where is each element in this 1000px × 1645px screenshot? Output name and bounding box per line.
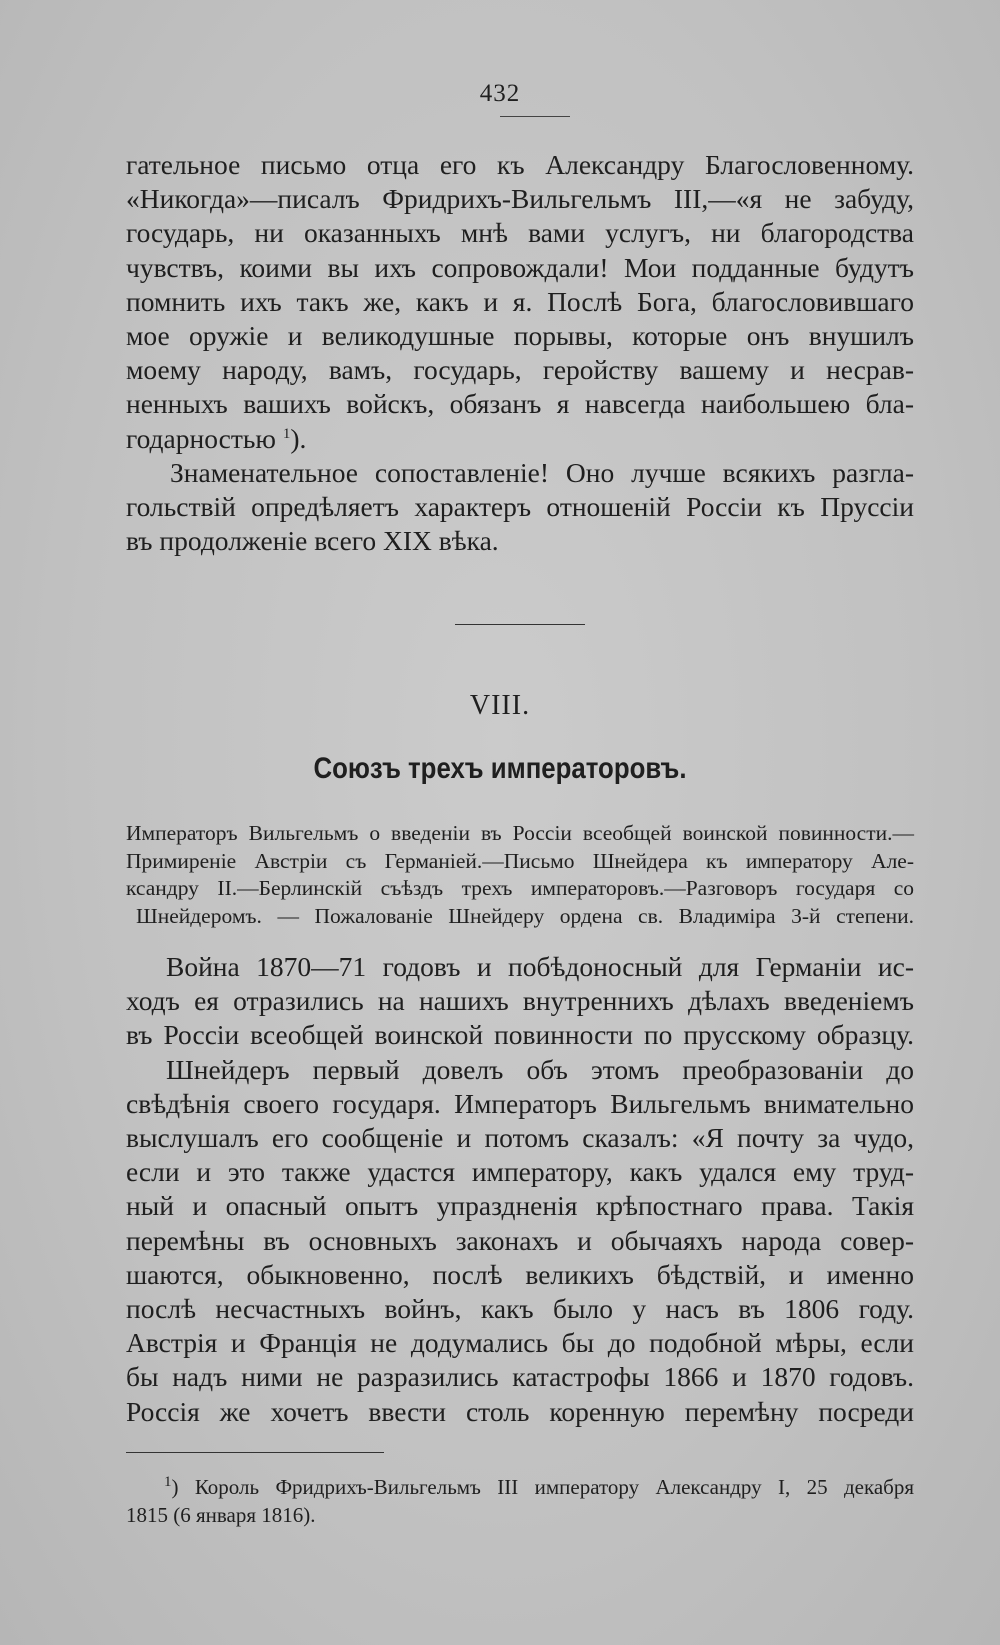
- footnote-line: 1815 (6 января 1816).: [126, 1503, 316, 1527]
- summary-line: Императоръ Вильгельмъ о введеніи въ Россіи всеобщей воинской повинности.—: [126, 821, 914, 845]
- footnote-marker: 1: [164, 1474, 172, 1490]
- page-number-rule: [500, 116, 570, 117]
- text-line: моему народу, вамъ, государь, геройству вашему и несрав-: [126, 354, 914, 386]
- text-line-last: въ продолженіе всего XIX вѣка.: [126, 525, 499, 557]
- text-line: выслушалъ его сообщеніе и потомъ сказалъ: «Я почту за чудо,: [126, 1122, 914, 1154]
- text-fragment: годарностью: [126, 422, 276, 454]
- text-line: свѣдѣнія своего государя. Императоръ Вильгельмъ внимательно: [126, 1087, 914, 1119]
- text-line: Знаменательное сопоставленіе! Оно лучше всякихъ разгла-: [170, 456, 914, 488]
- text-line: Шнейдеръ первый довелъ объ этомъ преобразованіи до: [166, 1053, 914, 1085]
- text-line: ненныхъ вашихъ войскъ, обязанъ я навсегда наибольшею бла-: [126, 388, 914, 420]
- chapter-summary: [126, 820, 914, 930]
- text-line: перемѣны въ основныхъ законахъ и обычаяхъ народа совер-: [126, 1224, 914, 1256]
- bottom-text-block: [126, 950, 914, 1429]
- text-line: «Никогда»—писалъ Фридрихъ-Вильгельмъ III,—«я не забуду,: [126, 183, 914, 215]
- summary-line: Шнейдеромъ. — Пожалованіе Шнейдеру ордена св. Владиміра 3-й степени.: [136, 903, 914, 928]
- text-line: Австрія и Франція не додумались бы до подобной мѣры, если: [126, 1327, 914, 1359]
- text-line: помнить ихъ такъ же, какъ и я. Послѣ Бога, благословившаго: [126, 285, 914, 317]
- paragraph-continuation: [126, 148, 914, 456]
- summary-line: ксандру II.—Берлинскій съѣздъ трехъ императоровъ.—Разговоръ государя со: [126, 876, 914, 900]
- text-line: Война 1870—71 годовъ и побѣдоносный для Германіи ис-: [166, 951, 914, 982]
- text-line: если и это также удастся императору, какъ удался ему труд-: [126, 1156, 914, 1188]
- chapter-number: VIII.: [469, 690, 531, 721]
- text-line: послѣ несчастныхъ войнъ, какъ было у насъ въ 1806 году.: [126, 1293, 914, 1325]
- footnote: [126, 1473, 914, 1529]
- paragraph: [126, 456, 914, 559]
- text-line: шаются, обыкновенно, послѣ великихъ бѣдствій, и именно: [126, 1258, 914, 1290]
- text-line: государь, ни оказанныхъ мнѣ вами услугъ, ни благородства: [126, 217, 914, 249]
- text-line: чувствъ, коими вы ихъ сопровождали! Мои подданные будутъ: [126, 251, 914, 283]
- chapter-title: Союзъ трехъ императоровъ.: [313, 752, 687, 785]
- footnote-reference[interactable]: 1: [282, 425, 291, 442]
- summary-line: Примиреніе Австріи съ Германіей.—Письмо Шнейдера къ императору Але-: [126, 848, 914, 873]
- text-line: Россія же хочетъ ввести столь коренную перемѣну посреди: [126, 1395, 914, 1427]
- text-line: ходъ ея отразились на нашихъ внутреннихъ дѣлахъ введеніемъ: [126, 985, 914, 1017]
- footnote-rule: [126, 1452, 384, 1453]
- paragraph: [126, 1053, 914, 1429]
- text-line-last: [126, 422, 914, 456]
- footnote-text: ) Король Фридрихъ-Вильгельмъ III императору Александру I, 25 декабря: [171, 1475, 914, 1499]
- top-text-block: [126, 148, 914, 558]
- section-separator: [455, 624, 585, 625]
- text-line: въ Россіи всеобщей воинской повинности по прусскому образцу.: [126, 1019, 914, 1051]
- text-line: ный и опасный опытъ упраздненія крѣпостнаго права. Такія: [126, 1190, 914, 1222]
- text-line: бы надъ ними не разразились катастрофы 1866 и 1870 годовъ.: [126, 1361, 914, 1393]
- paragraph: [126, 950, 914, 1053]
- text-fragment: ).: [290, 422, 307, 454]
- footnote-line: [126, 1473, 914, 1501]
- text-line: гательное письмо отца его къ Александру Благословенному.: [126, 149, 914, 180]
- text-line: гольствій опредѣляетъ характеръ отношеній Россіи къ Пруссіи: [126, 491, 914, 523]
- text-line: мое оружіе и великодушные порывы, которые онъ внушилъ: [126, 320, 914, 352]
- page-number: 432: [479, 80, 521, 107]
